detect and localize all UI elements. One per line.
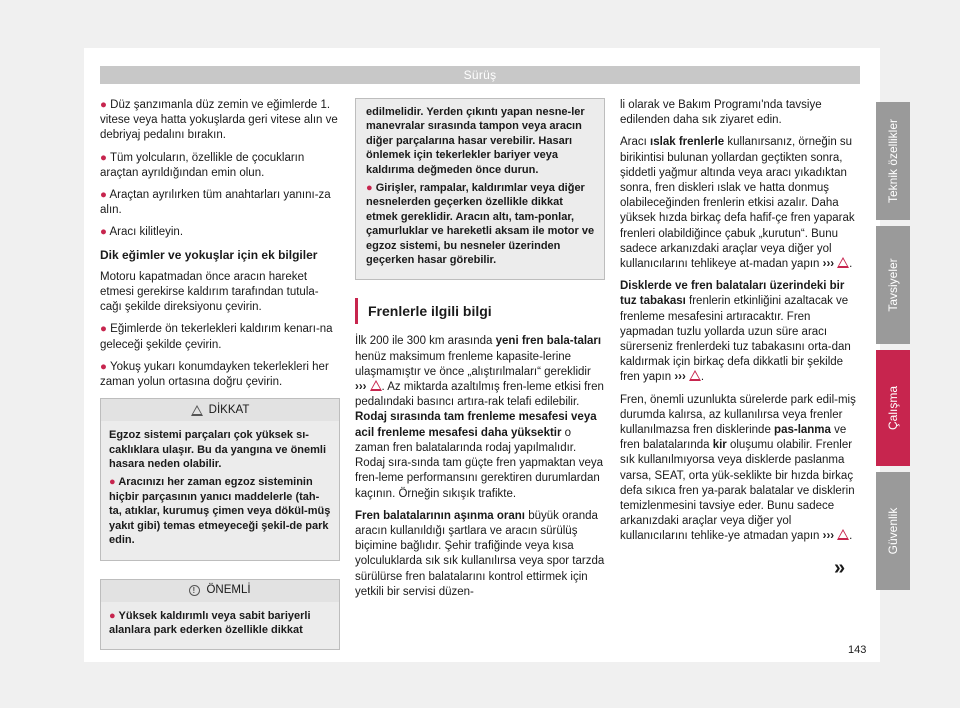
- warning-body: [101, 421, 339, 559]
- notice-box: [100, 579, 340, 651]
- bullet-item: ● Aracı kilitleyin.: [100, 226, 184, 239]
- warning-triangle-icon[interactable]: [837, 529, 849, 540]
- paragraph: Aracı ıslak frenlerle kullanırsanız, örneğin su birikintisi bulunan yollardan geçtikten sonra, şiddetli yağmur altında veya aracı yıkadıktan sonra, fren diskleri ıslak ve hatta donmuş olabileceğinden frenlerin etkisi azalır. Daha yüksek hızda birkaç defa hafif-çe fren yaparak frenleri olabildiğince çabuk „kurutun“. Bunu sadece arkanızdaki araçlar veya diğer yol kullanıcılarını tehlikeye at-madan yapın ››› .: [620, 136, 855, 271]
- bullet-icon: ●: [100, 99, 107, 111]
- bullet-item: ● Araçtan ayrılırken tüm anahtarları yanını-za alın.: [100, 189, 331, 217]
- notice-title: ÖNEMLİ: [206, 583, 251, 596]
- notice-body: [101, 602, 339, 650]
- bullet-item: ● Eğimlerde ön tekerlekleri kaldırım kenarı-na geleceği şekilde çevirin.: [100, 323, 333, 351]
- bullet-icon: ●: [109, 609, 116, 622]
- warning-text: Egzoz sistemi parçaları çok yüksek sı-caklıklara ulaşır. Bu da yangına ve önemli hasara neden olabilir.: [109, 429, 327, 471]
- warning-triangle-icon: [191, 405, 203, 416]
- column-2: [355, 98, 605, 607]
- cross-reference-arrows[interactable]: ›››: [674, 371, 686, 384]
- bullet-item: ● Yokuş yukarı konumdayken tekerlekleri her zaman yolun ortasına doğru çevirin.: [100, 360, 329, 389]
- paragraph: Motoru kapatmadan önce aracın hareket etmesi gerekirse kaldırım tarafından tutula-cağı şekilde direksiyonu çevirin.: [100, 270, 319, 314]
- notice-header: [101, 580, 339, 602]
- bullet-icon: ●: [100, 360, 107, 373]
- subheading: Dik eğimler ve yokuşlar için ek bilgiler: [100, 247, 318, 262]
- tab-guvenlik[interactable]: Güvenlik: [876, 472, 910, 590]
- warning-header: [101, 399, 339, 421]
- notice-text: edilmelidir. Yerden çıkıntı yapan nesne-ler manevralar sırasında tampon veya aracın diğer parçalarına hasar verebilir. Hasarı önlemek için tekerlekler bariyer veya kaldırıma değmeden önce durun.: [366, 106, 585, 176]
- section-title: Frenlerle ilgili bilgi: [355, 298, 605, 324]
- notice-continuation-box: [355, 98, 605, 280]
- bullet-item: ● Düz şanzımanla düz zemin ve eğimlerde 1. vitese veya hatta yokuşlarda geri vitese alın ve debriyaj pedalını bırakın.: [100, 99, 338, 142]
- warning-triangle-icon[interactable]: [837, 257, 849, 268]
- cross-reference-arrows[interactable]: ›››: [355, 381, 367, 394]
- warning-title: DİKKAT: [208, 403, 250, 416]
- bullet-icon: ●: [100, 323, 107, 336]
- tab-teknik-ozellikler[interactable]: Teknik özellikler: [876, 102, 910, 220]
- paragraph: Disklerde ve fren balataları üzerindeki bir tuz tabakası frenlerin etkinliğini azaltacak ve frenleme mesafesini artıracaktır. Fren yapmadan tuzlu yollarda uzun süre aracı sürerseniz frenlerdeki tuz tabakasını orta-dan kaldırmak için birkaç defa dikkatli bir şekilde fren yapın ››› .: [620, 280, 851, 384]
- tab-tavsiyeler[interactable]: Tavsiyeler: [876, 226, 910, 344]
- warning-box: [100, 398, 340, 560]
- bullet-icon: ●: [100, 226, 107, 239]
- paragraph: İlk 200 ile 300 km arasında yeni fren bala-taları henüz maksimum frenleme kapasite-lerine ulaşmamıştır ve önce „alıştırılmaları“ gereklidir ››› . Az miktarda azaltılmış fren-leme etkisi fren pedalındaki basıncı artıra-rak telafi edilebilir. Rodaj sırasında tam frenleme mesafesi veya acil frenleme mesafesi daha yüksektir o zaman fren balatalarında rodaj yapılmalıdır. Rodaj sıra-sında tam güçte fren yapmaktan veya fren-leme performansını gerektiren durumlardan kaçının. Örneğin sıkışık trafikte.: [355, 335, 604, 500]
- bullet-icon: ●: [100, 189, 107, 202]
- paragraph: Fren, önemli uzunlukta sürelerde park edil-miş durumda kalırsa, az kullanılırsa veya frenler kullanılmazsa fren disklerinde pas-lanma ve fren balatalarında kir oluşumu olabilir. Frenler sık kullanılmıyorsa veya disklerde paslanma varsa, SEAT, orta yük-seklikte bir hızda birkaç defa sıkıca fren ya-parak balatalar ve disklerin temizlenmesini tavsiye eder. Bunu sadece arkanızdaki araçlar veya diğer yol kullanıcılarını tehlike-ye atmadan yapın ››› .: [620, 393, 856, 543]
- bullet-icon: ●: [109, 476, 116, 489]
- bullet-icon: ●: [366, 182, 373, 195]
- paragraph: Fren balatalarının aşınma oranı büyük oranda aracın kullanıldığı şartlara ve aracın sürülüş biçimine bağlıdır. Şehir trafiğinde veya kısa yolculuklarda sık sık kullanılırsa veya spor tarzda sürülürse fren balatalarını kontrol ettirmek için yetkili bir servisi düzen-: [355, 509, 605, 598]
- notice-bullet: ● Girişler, rampalar, kaldırımlar veya diğer nesnelerden geçerken özellikle dikkat etmek gereklidir. Aracın altı, tam-ponlar, çamurluklar ve hareketli aksam ile motor ve egzoz sistemi, bu nesneler üzerinden geçerken hasar görebilir.: [366, 182, 595, 267]
- page-number: 143: [848, 644, 867, 656]
- column-3: [620, 98, 860, 552]
- cross-reference-arrows[interactable]: ›››: [822, 258, 835, 271]
- continued-arrow-icon: »: [834, 557, 846, 579]
- cross-reference-arrows[interactable]: ›››: [822, 530, 835, 543]
- warning-triangle-icon[interactable]: [370, 380, 382, 391]
- page-header: Sürüş: [100, 66, 860, 84]
- bullet-item: ● Tüm yolcuların, özellikle de çocukların araçtan ayrıldığından emin olun.: [100, 151, 305, 179]
- notice-bullet: ● Yüksek kaldırımlı veya sabit bariyerli alanlara park ederken özellikle dikkat: [109, 609, 311, 636]
- column-1: [100, 98, 340, 650]
- notice-circle-icon: [189, 585, 200, 596]
- bullet-icon: ●: [100, 151, 107, 164]
- warning-triangle-icon[interactable]: [689, 370, 701, 381]
- tab-calisma[interactable]: Çalışma: [876, 350, 910, 466]
- paragraph: li olarak ve Bakım Programı'nda tavsiye edilenden daha sık ziyaret edin.: [620, 99, 822, 127]
- warning-bullet: ● Aracınızı her zaman egzoz sisteminin hiçbir parçasının yanıcı maddelerle (tah-ta, atıklar, kurumuş çimen veya dökül-müş yakıt gibi) temas etmeyeceği şekil-de park edin.: [109, 476, 331, 547]
